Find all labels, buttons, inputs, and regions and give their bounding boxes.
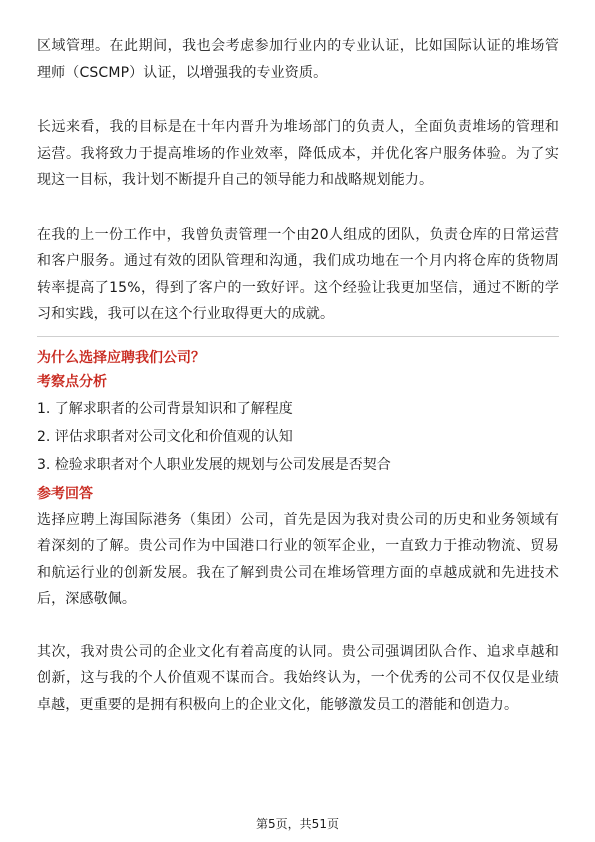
analysis-title: 考察点分析 [37,373,107,390]
page-number: 第5页，共51页 [256,817,339,831]
analysis-point: 1. 了解求职者的公司背景知识和了解程度 [37,400,293,417]
section-divider [37,336,559,337]
question-title: 为什么选择应聘我们公司？ [37,349,205,366]
answer-paragraph: 选择应聘上海国际港务（集团）公司，首先是因为我对贵公司的历史和业务领域有着深刻的了解。贵公司作为中国港口行业的领军企业，一直致力于推动物流、贸易和航运行业的创新发展。我在了解到贵公司在堆场管理方面的卓越成就和先进技术后，深感敬佩。 [37,511,559,607]
body-paragraph: 在我的上一份工作中，我曾负责管理一个由20人组成的团队，负责仓库的日常运营和客户服务。通过有效的团队管理和沟通，我们成功地在一个月内将仓库的货物周转率提高了15%，得到了客户的一致好评。这个经验让我更加坚信，通过不断的学习和实践，我可以在这个行业取得更大的成就。 [37,226,559,322]
body-paragraph: 区域管理。在此期间，我也会考虑参加行业内的专业认证，比如国际认证的堆场管理师（CSCMP）认证，以增强我的专业资质。 [37,38,559,81]
page-content [37,33,559,718]
analysis-points [37,395,559,479]
answer-paragraph: 其次，我对贵公司的企业文化有着高度的认同。贵公司强调团队合作、追求卓越和创新，这与我的个人价值观不谋而合。我始终认为，一个优秀的公司不仅仅是业绩卓越，更重要的是拥有积极向上的企业文化，能够激发员工的潜能和创造力。 [37,643,559,713]
body-paragraph: 长远来看，我的目标是在十年内晋升为堆场部门的负责人，全面负责堆场的管理和运营。我将致力于提高堆场的作业效率，降低成本，并优化客户服务体验。为了实现这一目标，我计划不断提升自己的领导能力和战略规划能力。 [37,119,559,188]
answer-title: 参考回答 [37,485,93,502]
analysis-point: 3. 检验求职者对个人职业发展的规划与公司发展是否契合 [37,456,391,473]
analysis-point: 2. 评估求职者对公司文化和价值观的认知 [37,428,293,445]
